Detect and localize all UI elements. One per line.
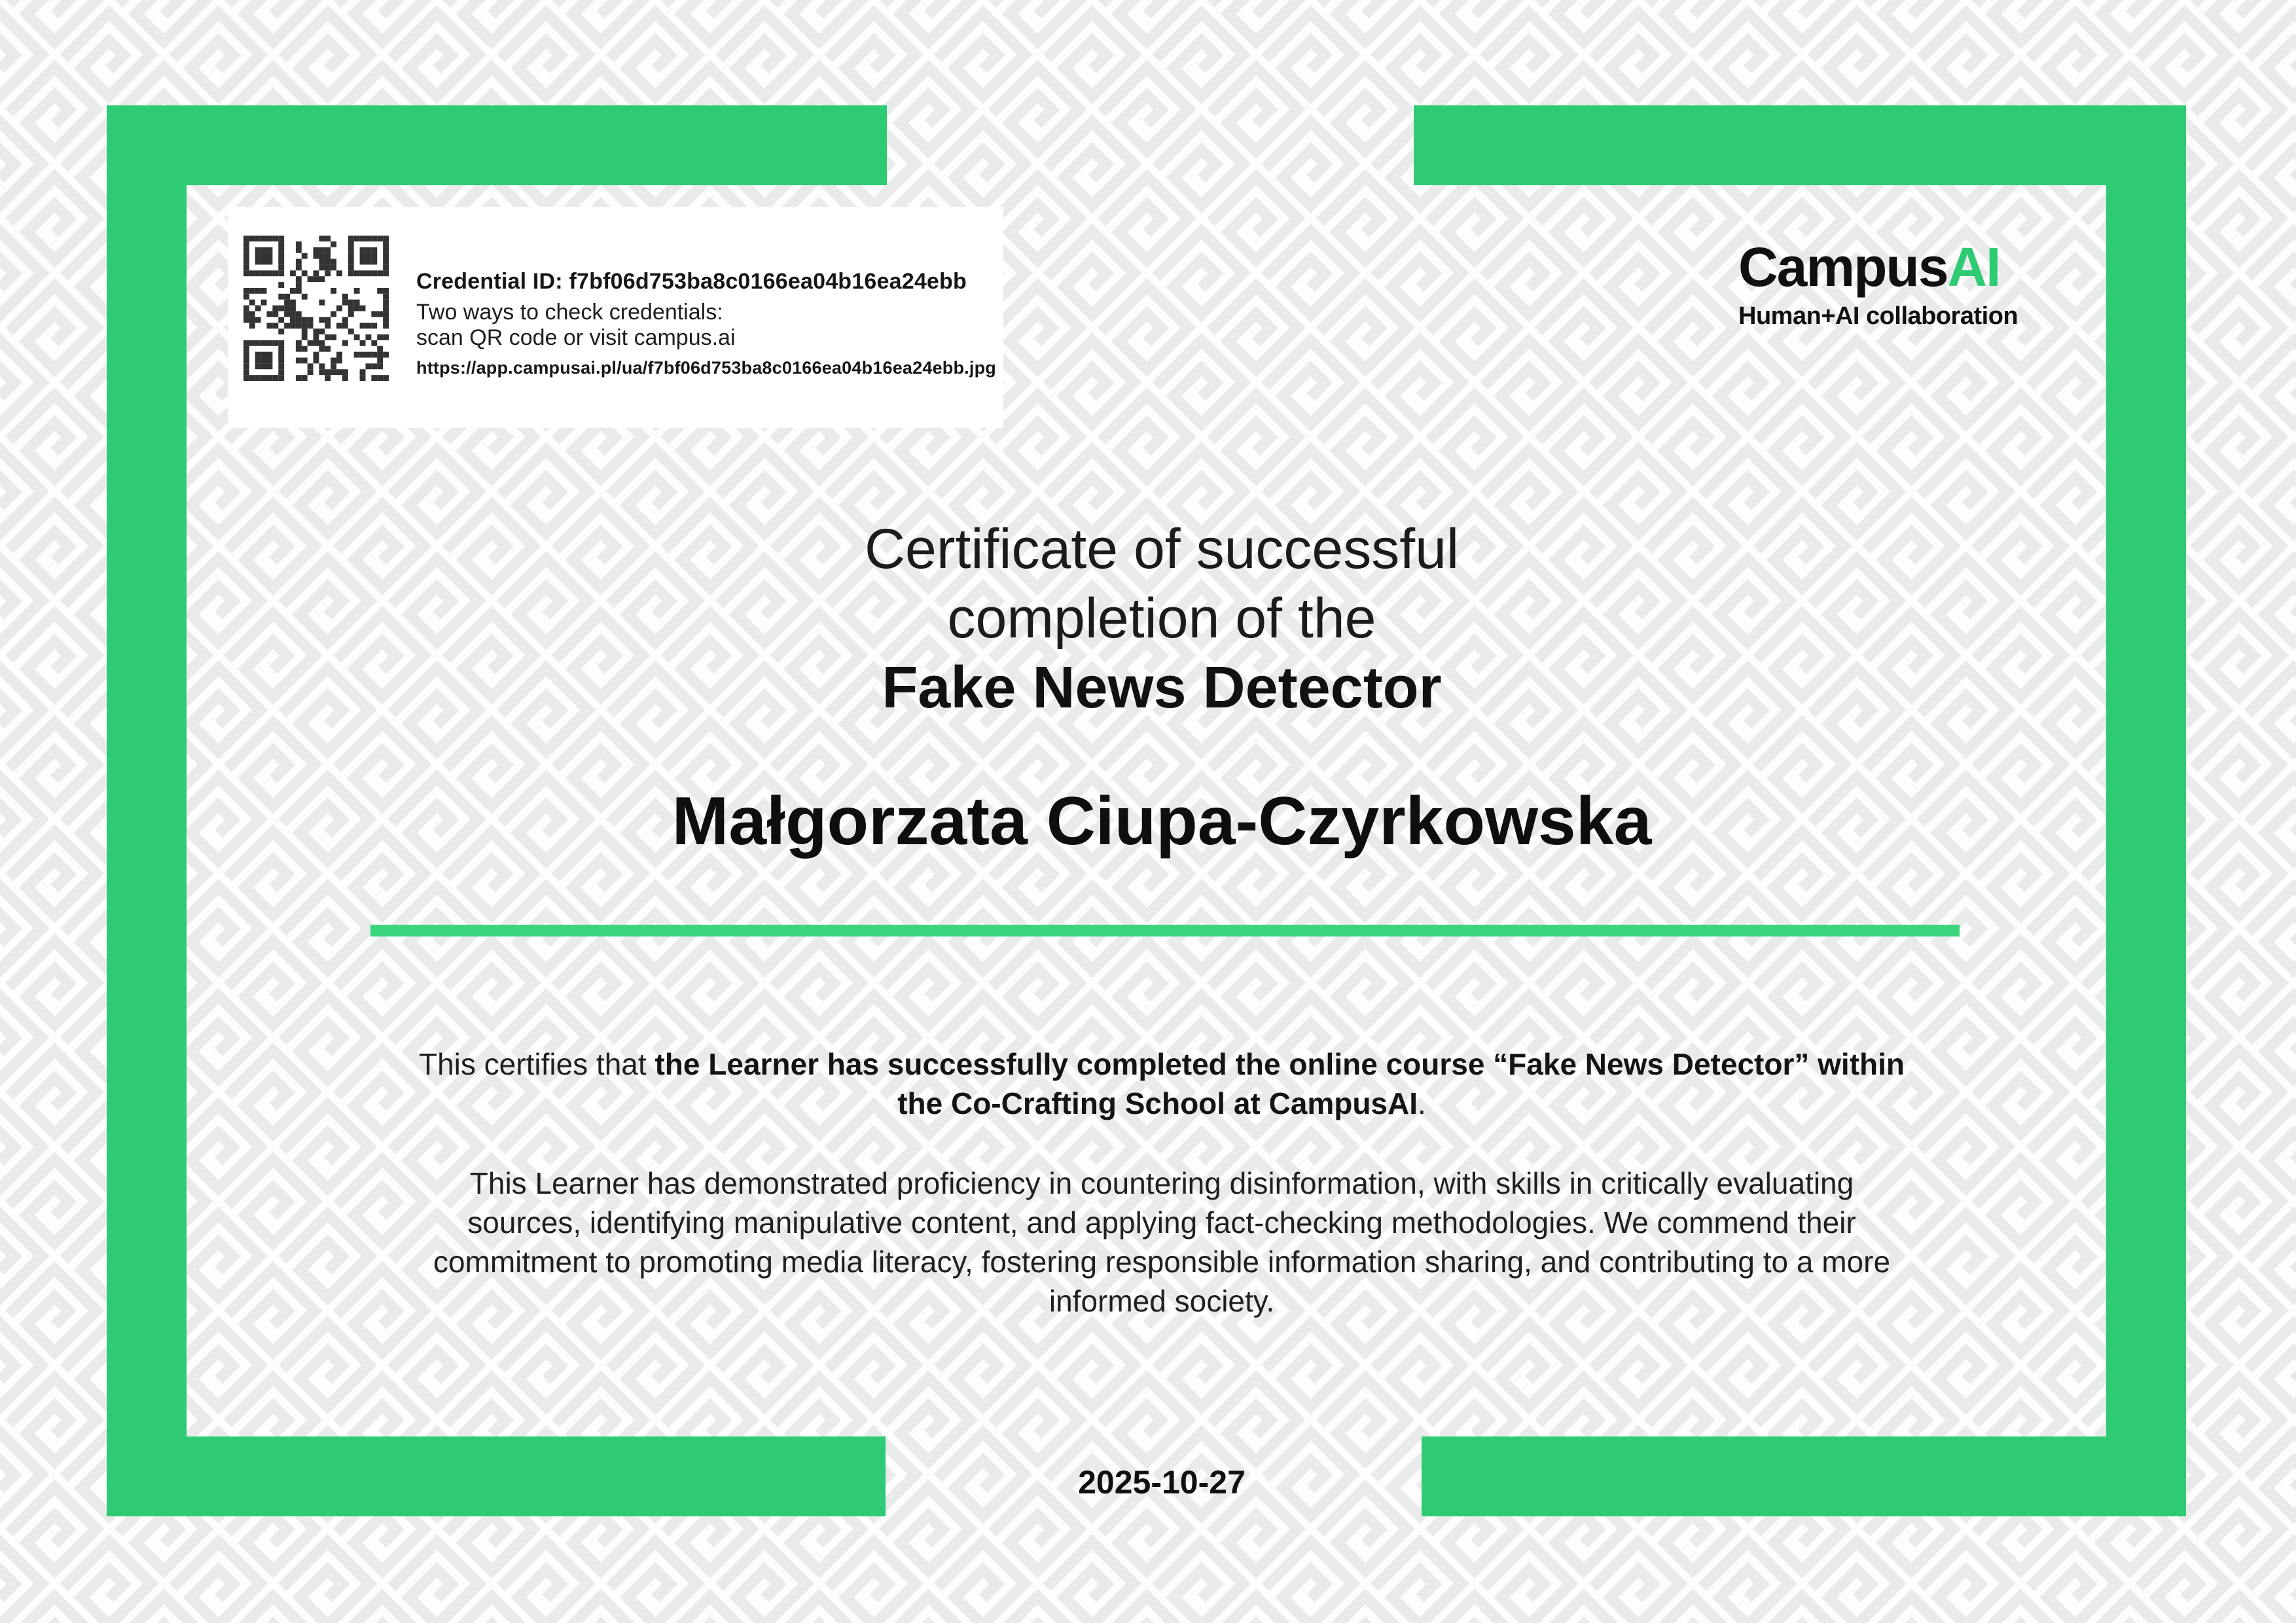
- p1-bold-segment: the Learner has successfully completed the online course “Fake News Detector” within the Co-Crafting School at CampusAI: [655, 1047, 1905, 1120]
- credential-block: [416, 268, 1103, 381]
- frame-bottom-left-arm: [107, 1436, 886, 1516]
- credential-id-value: f7bf06d753ba8c0166ea04b16ea24ebb: [569, 269, 967, 294]
- frame-top-right-arm: [1414, 105, 2186, 185]
- p1-suffix: .: [1418, 1086, 1426, 1120]
- credential-check-line1: Two ways to check credentials:: [416, 300, 723, 325]
- campusai-logo: [1738, 238, 2066, 296]
- course-name: Fake News Detector: [882, 655, 1442, 721]
- credential-check-line2: scan QR code or visit campus.ai: [416, 325, 736, 350]
- logo-text-green: AI: [1947, 236, 2000, 298]
- logo-text-black: Campus: [1738, 236, 1948, 298]
- recipient-name: Małgorzata Ciupa-Czyrkowska: [672, 783, 1652, 859]
- credential-id-line: [416, 268, 1103, 294]
- credential-verify-url: https://app.campusai.pl/ua/f7bf06d753ba8c0166ea04b16ea24ebb.jpg: [416, 358, 996, 378]
- frame-right-bar: [2106, 105, 2186, 1516]
- body-paragraph-2: This Learner has demonstrated proficiency in countering disinformation, with skills in critically evaluating sources, identifying manipulative content, and applying fact-checking methodologies. We commend their commitment to promoting media literacy, fostering responsible information sharing, and contributing to a more informed society.: [433, 1166, 1891, 1318]
- frame-left-bar: [107, 105, 187, 1516]
- frame-top-left-arm: [107, 105, 887, 185]
- frame-bottom-right-arm: [1422, 1436, 2186, 1516]
- body-paragraph-1: [409, 1044, 1914, 1123]
- title-line-2: completion of the: [947, 587, 1376, 650]
- credential-id-label: Credential ID:: [416, 269, 563, 294]
- qr-code: [243, 236, 389, 381]
- p1-prefix: This certifies that: [418, 1047, 655, 1081]
- brand-tagline: Human+AI collaboration: [1738, 302, 2018, 330]
- green-divider-line: [370, 925, 1960, 936]
- brand-block: [1738, 238, 2066, 330]
- issue-date: 2025-10-27: [1078, 1464, 1246, 1501]
- title-line-1: Certificate of successful: [864, 518, 1460, 580]
